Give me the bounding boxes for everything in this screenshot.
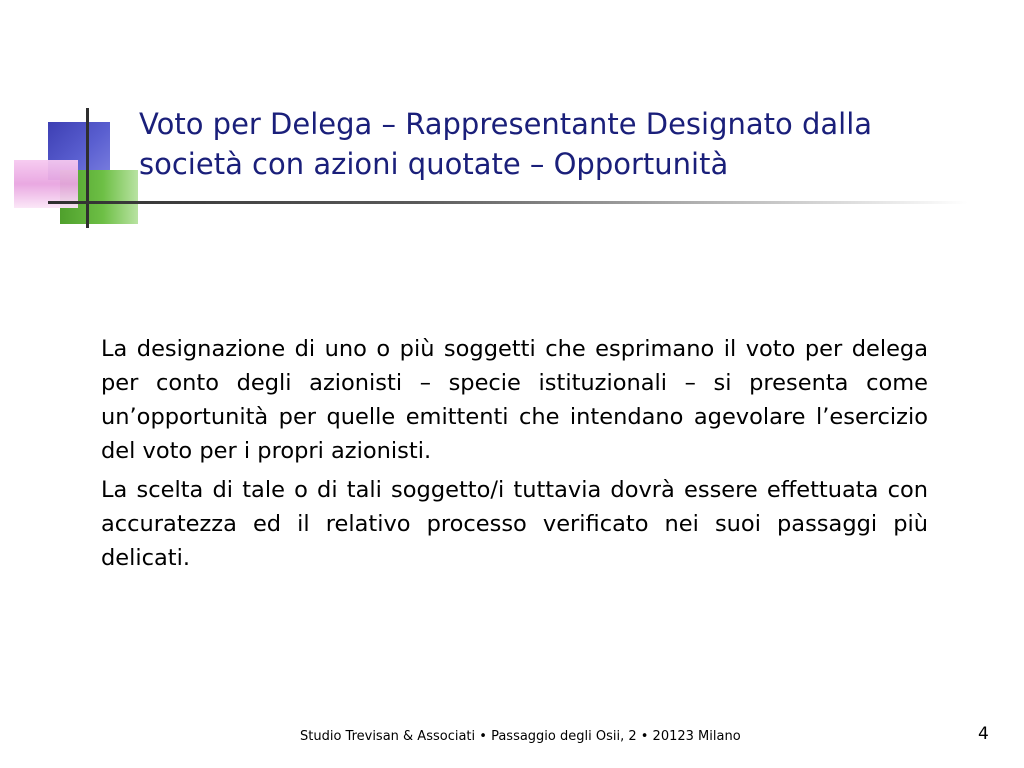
- slide-title: Voto per Delega – Rappresentante Designato dalla società con azioni quotate – Opportunità: [139, 107, 873, 181]
- body-paragraph-1: La designazione di uno o più soggetti che esprimano il voto per delega per conto degli azionisti – specie istituzionali – si presenta come un’opportunità per quelle emittenti che intendano agevolare l’esercizio del voto per i propri azionisti.: [101, 336, 928, 464]
- vertical-rule: [86, 108, 89, 228]
- title-underline-rule: [48, 201, 968, 204]
- slide-body: [101, 332, 928, 580]
- page-number: 4: [978, 724, 989, 744]
- body-paragraph-2: La scelta di tale o di tali soggetto/i tuttavia dovrà essere effettuata con accuratezza ed il relativo processo verificato nei suoi passaggi più delicati.: [101, 477, 928, 571]
- slide-footer: Studio Trevisan & Associati • Passaggio degli Osii, 2 • 20123 Milano: [300, 729, 741, 744]
